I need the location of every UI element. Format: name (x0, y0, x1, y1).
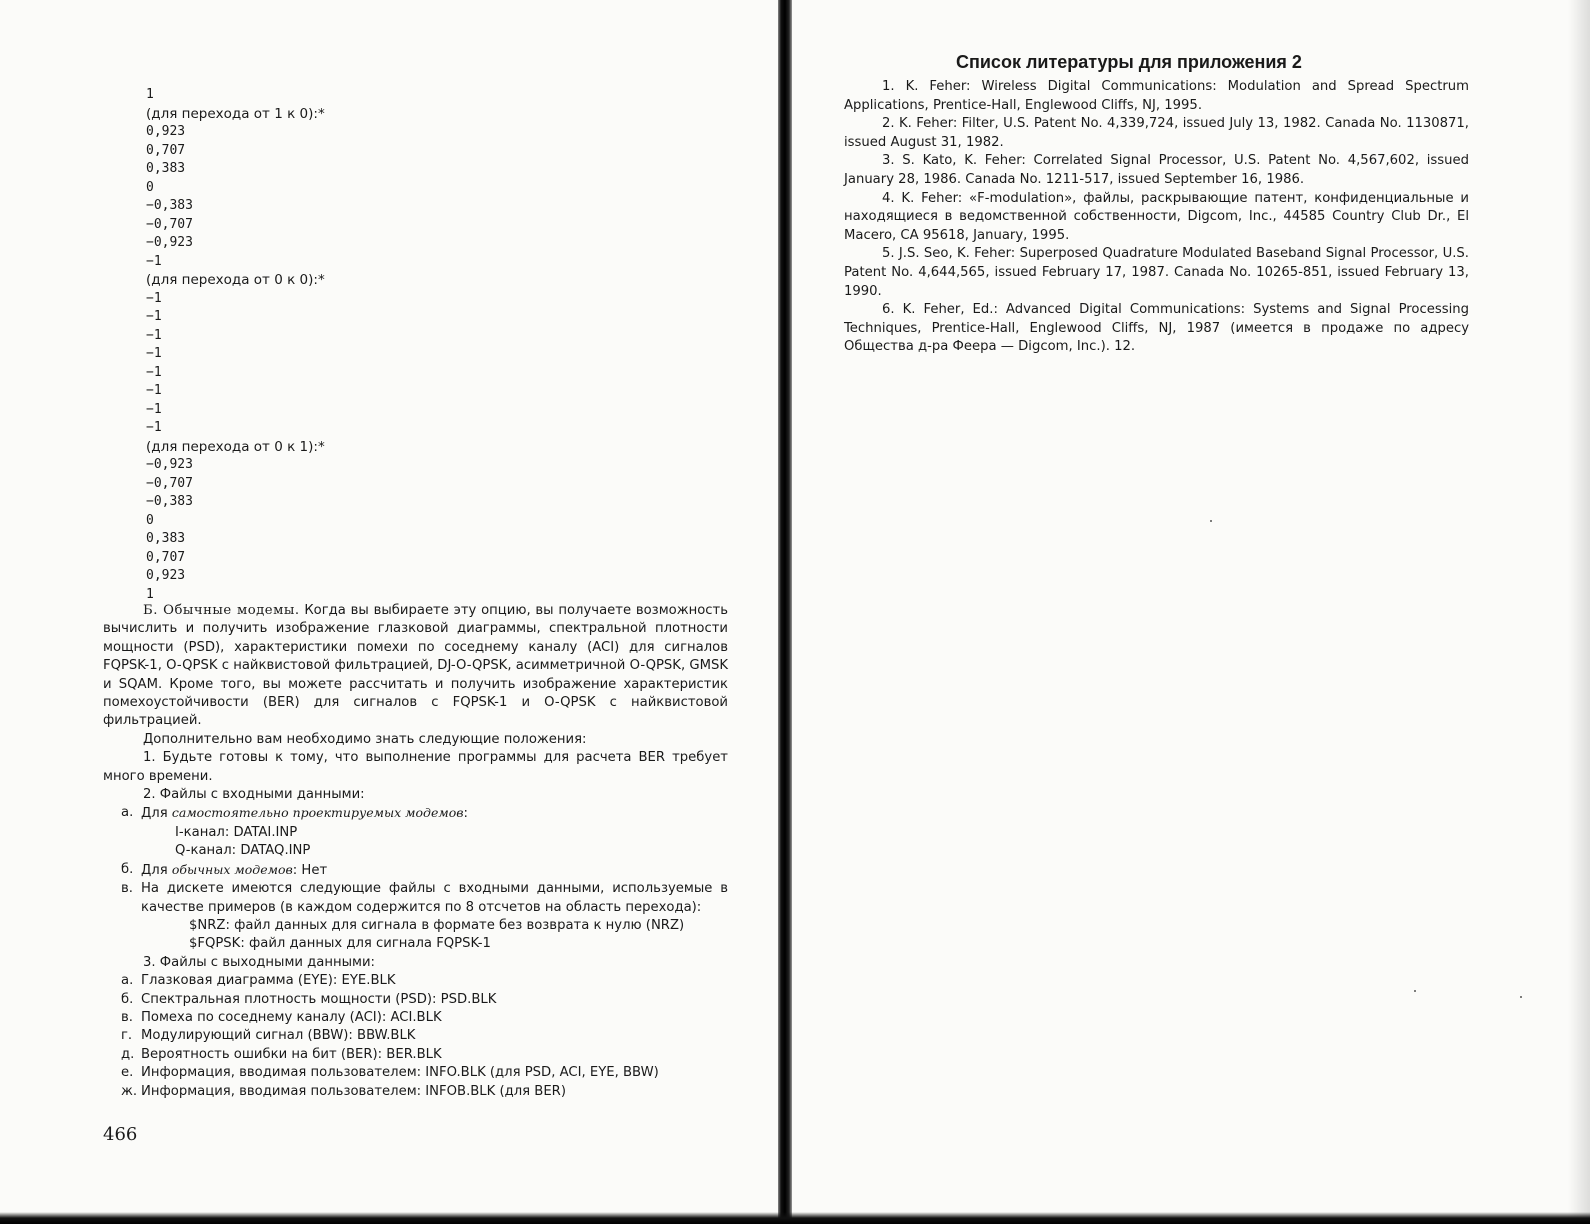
value-line: −0,707 (146, 216, 193, 232)
scan-speck (1210, 520, 1212, 522)
value-line: −0,383 (146, 494, 193, 509)
value-line: 0 (146, 512, 154, 528)
item-text: Помеха по соседнему каналу (ACI): ACI.BLK (141, 1009, 442, 1025)
section-b-text: Когда вы выбираете эту опцию, вы получаете возможность вычислить и получить изображение глазковой диаграммы, спектральной плотности мощности (PSD), характеристики помехи по соседнему каналу (ACI) для сигналов FQPSK-1, O-QPSK с найквистовой фильтрацией, DJ-O-QPSK, асимметричной O-QPSK, GMSK и SQAM. Кроме того, вы можете рассчитать и получить изображение характеристик помехоустойчивости (BER) для сигналов с FQPSK-1 и O-QPSK с найквистовой фильтрацией. (103, 603, 728, 729)
left-page (0, 0, 780, 1224)
item-text: : Нет (292, 862, 328, 878)
note-item-2: 2. Файлы с входными данными: (143, 787, 365, 803)
value-line: 0,707 (146, 142, 186, 158)
scan-speck (1414, 990, 1416, 992)
section-b-body (103, 602, 728, 1101)
i-channel-file: I-канал: DATAI.INP (175, 824, 298, 840)
transition-values-list (146, 86, 406, 604)
output-item (103, 1046, 728, 1064)
input-item-c (103, 880, 728, 917)
value-line: 0,923 (146, 124, 186, 139)
transition-header: (для перехода от 0 к 1):* (146, 438, 325, 455)
book-spine (778, 0, 792, 1224)
page-number: 466 (103, 1124, 138, 1145)
list-marker: г. (121, 1028, 133, 1044)
page-edge-shadow (1568, 0, 1590, 1224)
references-title: Список литературы для приложения 2 (956, 52, 1302, 72)
item-text: На дискете имеются следующие файлы с входными данными, используемые в качестве примеров (в каждом содержится по 8 отсчетов на область перехода): (141, 881, 728, 915)
bottom-edge-shadow (0, 1212, 1590, 1224)
value-line: −0,707 (146, 475, 193, 491)
references-list (844, 78, 1469, 357)
list-marker: е. (121, 1065, 134, 1081)
value-line: 1 (146, 586, 154, 602)
q-channel-file: Q-канал: DATAQ.INP (175, 843, 311, 859)
item-text: Модулирующий сигнал (BBW): BBW.BLK (141, 1028, 416, 1044)
section-b-paragraph (103, 602, 728, 731)
value-line: −1 (146, 327, 162, 343)
output-item (103, 1009, 728, 1027)
item-text: : (463, 806, 468, 822)
list-marker: б. (121, 991, 134, 1007)
reference-item: 4. K. Feher: «F-modulation», файлы, раскрывающие патент, конфиденциальные и находящиеся в ведомственной собственности, Digcom, Inc., 44585 Country Club Dr., El Macero, CA 95618, January, 1995. (844, 190, 1469, 243)
input-item-a (103, 804, 728, 823)
item-text: Информация, вводимая пользователем: INFOB.BLK (для BER) (141, 1083, 566, 1099)
output-item (103, 1027, 728, 1045)
additional-notes: Дополнительно вам необходимо знать следующие положения: (143, 731, 587, 747)
reference-item: 1. K. Feher: Wireless Digital Communications: Modulation and Spread Spectrum Applications, Prentice-Hall, Englewood Cliffs, NJ, 1995. (844, 79, 1469, 113)
value-line: 0,923 (146, 568, 186, 583)
reference-item: 5. J.S. Seo, K. Feher: Superposed Quadrature Modulated Baseband Signal Processor, U.S. Patent No. 4,644,565, issued February 17, 1987. Canada No. 10265-851, issued February 13, 1990. (844, 246, 1469, 299)
value-line: −1 (146, 401, 162, 417)
value-line: 0,707 (146, 549, 186, 565)
nrz-file: $NRZ: файл данных для сигнала в формате без возврата к нулю (NRZ) (189, 917, 685, 933)
value-line: −1 (146, 364, 162, 380)
item-text: Информация, вводимая пользователем: INFO.BLK (для PSD, ACI, EYE, BBW) (141, 1065, 659, 1081)
list-marker: д. (121, 1046, 135, 1062)
value-line: −1 (146, 290, 162, 306)
output-item (103, 1083, 728, 1101)
output-item (103, 1064, 728, 1082)
item-text: Для (141, 862, 172, 878)
value-line: −0,383 (146, 198, 193, 213)
italic-term: самостоятельно проектируемых модемов (171, 805, 464, 821)
value-line: −1 (146, 253, 162, 269)
transition-header: (для перехода от 1 к 0):* (146, 105, 325, 122)
list-marker: в. (121, 1009, 133, 1025)
output-item (103, 972, 728, 990)
note-item-3: 3. Файлы с выходными данными: (143, 954, 375, 970)
scan-speck (1520, 996, 1522, 998)
value-line: −1 (146, 309, 162, 324)
reference-item: 3. S. Kato, K. Feher: Correlated Signal Processor, U.S. Patent No. 4,567,602, issued January 28, 1986. Canada No. 1211-517, issued September 16, 1986. (844, 153, 1469, 187)
reference-item: 2. K. Feher: Filter, U.S. Patent No. 4,339,724, issued July 13, 1982. Canada No. 1130871, issued August 31, 1982. (844, 116, 1469, 150)
value-line: 0,383 (146, 161, 186, 176)
list-marker: а. (121, 805, 134, 821)
list-marker: а. (121, 973, 134, 989)
value-line: −1 (146, 383, 162, 398)
item-text: Спектральная плотность мощности (PSD): PSD.BLK (141, 991, 497, 1007)
list-marker: в. (121, 881, 133, 897)
right-page (794, 0, 1590, 1224)
item-text: Вероятность ошибки на бит (BER): BER.BLK (141, 1046, 442, 1062)
value-line: 0 (146, 179, 154, 195)
fqpsk-file: $FQPSK: файл данных для сигнала FQPSK-1 (189, 936, 491, 952)
value-line: −0,923 (146, 235, 193, 250)
value-line: 1 (146, 87, 154, 102)
section-b-heading: Б. Обычные модемы. (143, 603, 300, 618)
reference-item: 6. K. Feher, Ed.: Advanced Digital Communications: Systems and Signal Processing Techniques, Prentice-Hall, Englewood Cliffs, NJ, 1987 (имеется в продаже по адресу Общества д-ра Феера — Digcom, Inc.). 12. (844, 302, 1469, 355)
input-item-b (103, 861, 728, 880)
value-line: −0,923 (146, 457, 193, 472)
value-line: −1 (146, 346, 162, 361)
value-line: −1 (146, 420, 162, 435)
list-marker: б. (121, 861, 134, 877)
note-item-1: 1. Будьте готовы к тому, что выполнение программы для расчета BER требует много времени. (103, 750, 728, 784)
output-item (103, 991, 728, 1009)
transition-header: (для перехода от 0 к 0):* (146, 272, 325, 288)
item-text: Глазковая диаграмма (EYE): EYE.BLK (141, 973, 396, 989)
value-line: 0,383 (146, 531, 186, 546)
item-text: Для (141, 806, 172, 822)
italic-term: обычных модемов (171, 861, 293, 877)
list-marker: ж. (121, 1083, 138, 1099)
